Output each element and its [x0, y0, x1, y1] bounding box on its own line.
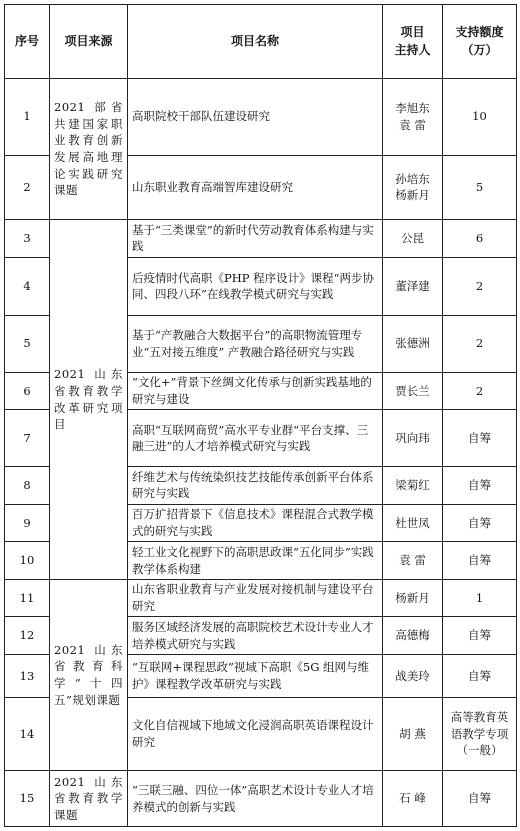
project-leader: 袁 雷 — [383, 542, 443, 580]
header-name: 项目名称 — [128, 5, 383, 79]
row-number: 4 — [5, 257, 50, 315]
project-leader: 公昆 — [383, 220, 443, 258]
project-source: 2021 部省共建国家职业教育创新发展高地理论实践研究课题 — [50, 79, 128, 220]
project-source: 2021 山东省教育科学“十四五”规划课题 — [50, 579, 128, 770]
project-leader: 梁菊红 — [383, 467, 443, 505]
project-funding: 自筹 — [443, 617, 517, 655]
row-number: 12 — [5, 617, 50, 655]
project-leader: 杜世凤 — [383, 504, 443, 542]
project-name: 山东职业教育高端智库建设研究 — [128, 155, 383, 220]
project-funding: 自筹 — [443, 655, 517, 698]
project-name: 文化自信视域下地域文化浸润高职英语课程设计研究 — [128, 697, 383, 770]
project-name: “文化+”背景下丝绸文化传承与创新实践基地的研究与建设 — [128, 372, 383, 410]
table-row — [5, 220, 517, 258]
row-number: 9 — [5, 504, 50, 542]
project-name: 百万扩招背景下《信息技术》课程混合式教学模式的研究与实践 — [128, 504, 383, 542]
row-number: 11 — [5, 579, 50, 617]
row-number: 7 — [5, 410, 50, 467]
header-leader: 项目 主持人 — [383, 5, 443, 79]
row-number: 13 — [5, 655, 50, 698]
project-funding: 高等教育英语教学专项（一般） — [443, 697, 517, 770]
project-name: “互联网+课程思政”视域下高职《5G 组网与维护》课程教学改革研究与实践 — [128, 655, 383, 698]
header-source: 项目来源 — [50, 5, 128, 79]
projects-table — [4, 4, 517, 827]
project-leader: 高德梅 — [383, 617, 443, 655]
table-header-row — [5, 5, 517, 79]
row-number: 15 — [5, 771, 50, 827]
project-funding: 自筹 — [443, 504, 517, 542]
table-row — [5, 79, 517, 156]
project-funding: 6 — [443, 220, 517, 258]
project-funding: 2 — [443, 372, 517, 410]
project-leader: 杨新月 — [383, 579, 443, 617]
project-funding: 自筹 — [443, 410, 517, 467]
row-number: 10 — [5, 542, 50, 580]
row-number: 1 — [5, 79, 50, 156]
project-leader: 李旭东 袁 雷 — [383, 79, 443, 156]
project-funding: 2 — [443, 257, 517, 315]
project-funding: 自筹 — [443, 771, 517, 827]
project-leader: 石 峰 — [383, 771, 443, 827]
project-name: 后疫情时代高职《PHP 程序设计》课程“两步协同、四段八环”在线教学模式研究与实践 — [128, 257, 383, 315]
row-number: 8 — [5, 467, 50, 505]
project-name: 基于“三类课堂”的新时代劳动教育体系构建与实践 — [128, 220, 383, 258]
project-leader: 董泽建 — [383, 257, 443, 315]
project-name: 山东省职业教育与产业发展对接机制与建设平台研究 — [128, 579, 383, 617]
project-leader: 巩向玮 — [383, 410, 443, 467]
table-row — [5, 771, 517, 827]
project-name: 高职“互联网商贸”高水平专业群“平台支撑、三融三进”的人才培养模式研究与实践 — [128, 410, 383, 467]
project-name: 高职院校干部队伍建设研究 — [128, 79, 383, 156]
project-funding: 1 — [443, 579, 517, 617]
project-source: 2021 山东省教育教学改革研究项目 — [50, 220, 128, 580]
project-name: 服务区域经济发展的高职院校艺术设计专业人才培养模式研究与实践 — [128, 617, 383, 655]
project-leader: 孙培东 杨新月 — [383, 155, 443, 220]
project-leader: 贾长兰 — [383, 372, 443, 410]
project-leader: 胡 燕 — [383, 697, 443, 770]
row-number: 6 — [5, 372, 50, 410]
row-number: 5 — [5, 315, 50, 372]
project-leader: 张德洲 — [383, 315, 443, 372]
header-funding: 支持额度 （万） — [443, 5, 517, 79]
project-name: 基于“产教融合大数据平台”的高职物流管理专业“五对接五维度” 产教融合路径研究与实践 — [128, 315, 383, 372]
project-name: “三联三融、四位一体”高职艺术设计专业人才培养模式的创新与实践 — [128, 771, 383, 827]
project-source: 2021 山东省教育教学课题 — [50, 771, 128, 827]
row-number: 3 — [5, 220, 50, 258]
project-funding: 2 — [443, 315, 517, 372]
project-leader: 战美玲 — [383, 655, 443, 698]
project-funding: 10 — [443, 79, 517, 156]
table-row — [5, 579, 517, 617]
row-number: 14 — [5, 697, 50, 770]
project-funding: 5 — [443, 155, 517, 220]
header-no: 序号 — [5, 5, 50, 79]
row-number: 2 — [5, 155, 50, 220]
project-funding: 自筹 — [443, 467, 517, 505]
project-name: 纤维艺术与传统染织技艺技能传承创新平台体系研究与实践 — [128, 467, 383, 505]
project-funding: 自筹 — [443, 542, 517, 580]
project-name: 轻工业文化视野下的高职思政课“五化同步”实践教学体系构建 — [128, 542, 383, 580]
